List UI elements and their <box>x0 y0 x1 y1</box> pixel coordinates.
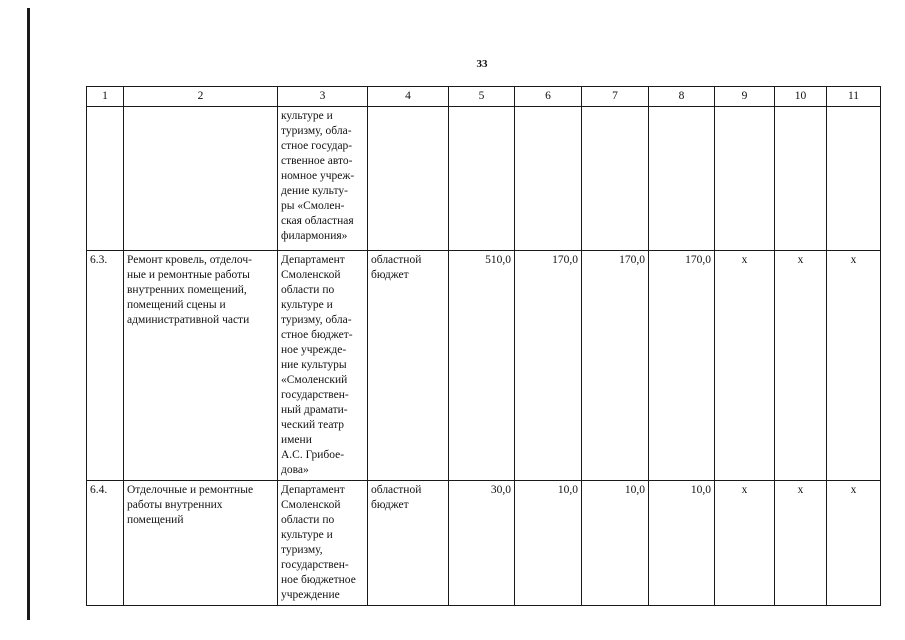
table-row <box>87 251 881 481</box>
header-cell-4: 4 <box>368 87 449 107</box>
row-number: 6.4. <box>87 481 124 606</box>
row-source: областной бюджет <box>368 251 449 481</box>
cont-cell-9 <box>715 107 775 251</box>
cont-cell-10 <box>775 107 827 251</box>
row-year3: 170,0 <box>649 251 715 481</box>
header-row <box>87 87 881 107</box>
cont-cell-y2 <box>582 107 649 251</box>
cont-cell-source <box>368 107 449 251</box>
header-cell-5: 5 <box>449 87 515 107</box>
row-total: 510,0 <box>449 251 515 481</box>
cont-cell-y1 <box>515 107 582 251</box>
row-year3: 10,0 <box>649 481 715 606</box>
cont-cell-num <box>87 107 124 251</box>
row-number: 6.3. <box>87 251 124 481</box>
header-cell-3: 3 <box>278 87 368 107</box>
page-number: 33 <box>476 58 488 70</box>
cont-cell-y3 <box>649 107 715 251</box>
continuation-row <box>87 107 881 251</box>
cont-cell-total <box>449 107 515 251</box>
header-cell-2: 2 <box>124 87 278 107</box>
row-executor: Департамент Смоленской области по культуре и туризму, обла- стное бюджет- ное учрежде- ние культуры «Смоленский государствен- ный драмати- ческий театр имени А.С. Грибое- дова» <box>278 251 368 481</box>
header-cell-11: 11 <box>827 87 881 107</box>
cont-cell-name <box>124 107 278 251</box>
binding-edge-line <box>27 8 30 620</box>
header-cell-7: 7 <box>582 87 649 107</box>
row-col9: х <box>715 251 775 481</box>
row-year2: 10,0 <box>582 481 649 606</box>
cont-cell-11 <box>827 107 881 251</box>
row-year2: 170,0 <box>582 251 649 481</box>
row-total: 30,0 <box>449 481 515 606</box>
header-cell-6: 6 <box>515 87 582 107</box>
header-cell-1: 1 <box>87 87 124 107</box>
table-row <box>87 481 881 606</box>
row-executor: Департамент Смоленской области по культуре и туризму, государствен- ное бюджетное учреждение <box>278 481 368 606</box>
row-col10: х <box>775 481 827 606</box>
row-col11: х <box>827 481 881 606</box>
budget-table <box>86 86 881 606</box>
row-name: Ремонт кровель, отделоч- ные и ремонтные работы внутренних помещений, помещений сцены и административной части <box>124 251 278 481</box>
row-col9: х <box>715 481 775 606</box>
row-col11: х <box>827 251 881 481</box>
cont-cell-executor: культуре и туризму, обла- стное государ- ственное авто- номное учреж- дение культу- ры «Смолен- ская областная филармония» <box>278 107 368 251</box>
header-cell-10: 10 <box>775 87 827 107</box>
header-cell-9: 9 <box>715 87 775 107</box>
row-source: областной бюджет <box>368 481 449 606</box>
row-name: Отделочные и ремонтные работы внутренних помещений <box>124 481 278 606</box>
header-cell-8: 8 <box>649 87 715 107</box>
row-col10: х <box>775 251 827 481</box>
row-year1: 170,0 <box>515 251 582 481</box>
row-year1: 10,0 <box>515 481 582 606</box>
